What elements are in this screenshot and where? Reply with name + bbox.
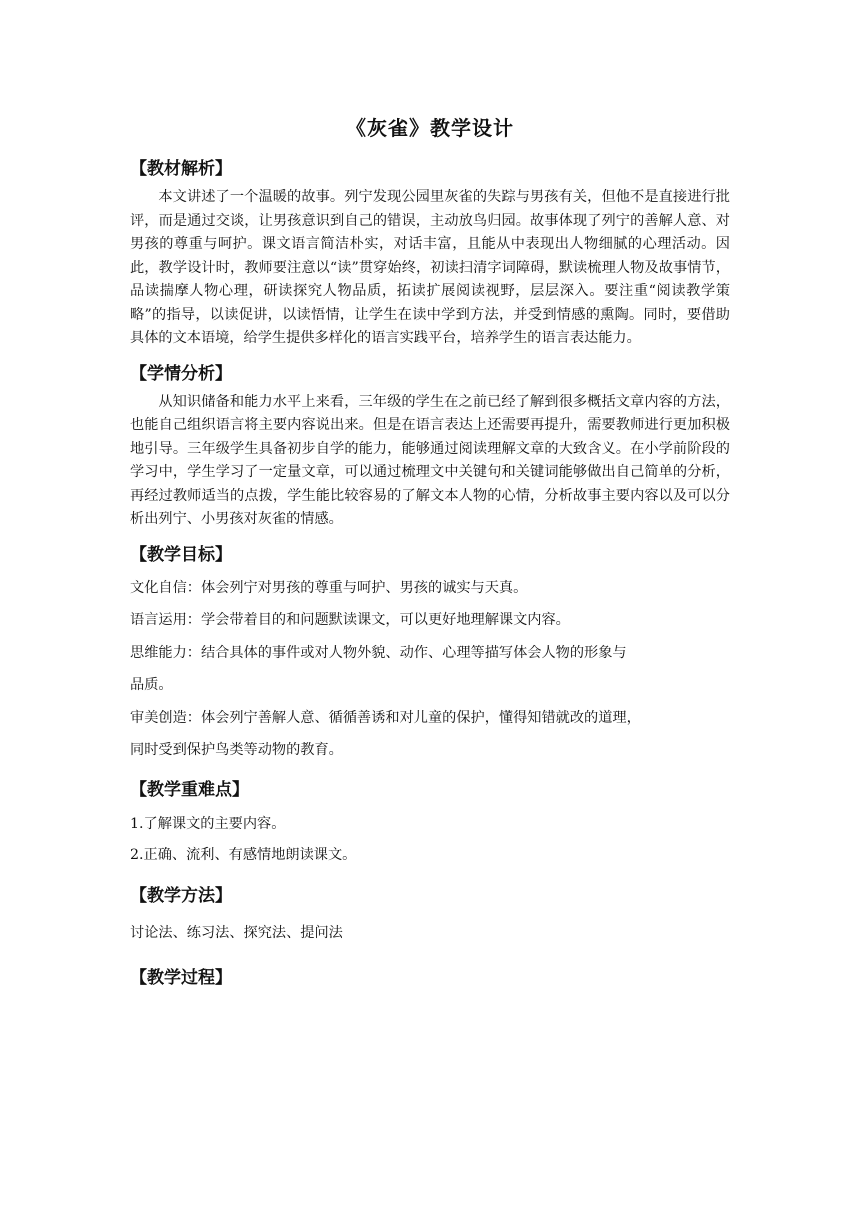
goal-line: 审美创造：体会列宁善解人意、循循善诱和对儿童的保护，懂得知错就改的道理， [130, 709, 641, 726]
goal-line: 同时受到保护鸟类等动物的教育。 [130, 742, 343, 758]
section-difficulties [130, 775, 730, 871]
section-material [130, 154, 730, 351]
difficulty-line: 1.了解课文的主要内容。 [130, 815, 286, 832]
section-process [130, 963, 730, 993]
section-students [130, 359, 730, 532]
section-heading-students: 【学情分析】 [130, 363, 232, 384]
goal-line: 文化自信：体会列宁对男孩的尊重与呵护、男孩的诚实与天真。 [130, 579, 528, 596]
section-methods [130, 881, 730, 949]
material-paragraph: 本文讲述了一个温暖的故事。列宁发现公园里灰雀的失踪与男孩有关，但他不是直接进行批评，而是通过交谈，让男孩意识到自己的错误，主动放鸟归园。故事体现了列宁的善解人意、对男孩的尊重与呵护。课文语言简洁朴实，对话丰富，且能从中表现出人物细腻的心理活动。因此，教学设计时，教师要注意以“读”贯穿始终，初读扫清字词障碍，默读梳理人物及故事情节，品读揣摩人物心理，研读探究人物品质，拓读扩展阅读视野，层层深入。要注重“阅读教学策略”的指导，以读促讲，以读悟情，让学生在读中学到方法，并受到情感的熏陶。同时，要借助具体的文本语境，给学生提供多样化的语言实践平台，培养学生的语言表达能力。 [130, 189, 730, 346]
methods-text: 讨论法、练习法、探究法、提问法 [130, 924, 343, 941]
students-paragraph: 从知识储备和能力水平上来看，三年级的学生在之前已经了解到很多概括文章内容的方法，也能自己组织语言将主要内容说出来。但是在语言表达上还需要再提升，需要教师进行更加积极地引导。三年级学生具备初步自学的能力，能够通过阅读理解文章的大致含义。在小学前阶段的学习中，学生学习了一定量文章，可以通过梳理文中关键句和关键词能够做出自己简单的分析，再经过教师适当的点拨，学生能比较容易的了解文本人物的心情，分析故事主要内容以及可以分析出列宁、小男孩对灰雀的情感。 [130, 393, 730, 527]
section-goals [130, 540, 730, 767]
goal-line: 品质。 [130, 677, 173, 693]
document-title: 《灰雀》教学设计 [346, 116, 514, 140]
section-heading-goals: 【教学目标】 [130, 544, 232, 565]
goal-line: 语言运用：学会带着目的和问题默读课文，可以更好地理解课文内容。 [130, 612, 570, 628]
document-body [130, 112, 730, 993]
section-heading-material: 【教材解析】 [130, 159, 232, 179]
section-heading-difficulties: 【教学重难点】 [130, 779, 249, 800]
section-heading-process: 【教学过程】 [130, 967, 232, 988]
section-heading-methods: 【教学方法】 [130, 885, 232, 906]
goal-line: 思维能力：结合具体的事件或对人物外貌、动作、心理等描写体会人物的形象与 [130, 644, 627, 661]
difficulty-line: 2.正确、流利、有感情地朗读课文。 [130, 846, 357, 863]
